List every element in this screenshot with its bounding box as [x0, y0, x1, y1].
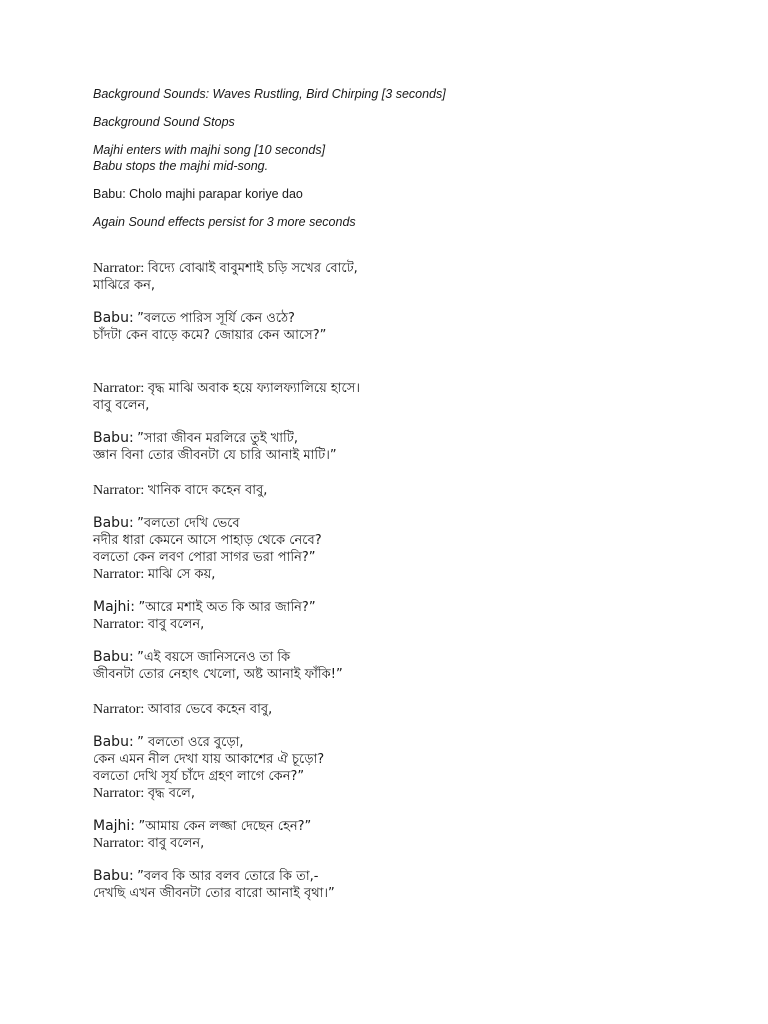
dialogue-text: ”আমায় কেন লজ্জা দেছেন হেন?” [138, 819, 312, 834]
speaker-label: Babu: [93, 868, 134, 884]
dialogue-block [93, 734, 733, 785]
dialogue-block [93, 649, 733, 683]
dialogue-text: নদীর ধারা কেমনে আসে পাহাড় থেকে নেবে? [93, 533, 322, 548]
dialogue-text: ”আরে মশাই অত কি আর জানি?” [138, 600, 316, 615]
dialogue-block [93, 785, 733, 802]
stage-directions [93, 86, 733, 230]
speaker-label: Majhi: [93, 599, 136, 615]
speaker-label: Babu: [93, 430, 134, 446]
dialogue-text: খানিক বাদে কহেন বাবু, [147, 483, 268, 498]
dialogue-line [93, 380, 733, 397]
dialogue-line [93, 885, 733, 902]
direction-majhi-enters: Majhi enters with majhi song [10 seconds] Babu stops the majhi mid-song. [93, 143, 326, 173]
dialogue-section [93, 260, 733, 902]
dialogue-line [93, 277, 733, 294]
dialogue-text: বৃদ্ধ মাঝি অবাক হয়ে ফ্যালফ্যালিয়ে হাসে। [147, 381, 360, 396]
direction-background-sounds: Background Sounds: Waves Rustling, Bird Chirping [3 seconds] [93, 87, 446, 101]
dialogue-text: বলতো দেখি সূর্য চাঁদে গ্রহণ লাগে কেন?” [93, 769, 305, 784]
dialogue-text: বলতো কেন লবণ পোরা সাগর ভরা পানি?” [93, 550, 316, 565]
speaker-label: Babu: [93, 649, 134, 665]
dialogue-text: বাবু বলেন, [93, 398, 150, 413]
dialogue-line [93, 310, 733, 327]
dialogue-line [93, 768, 733, 785]
dialogue-block [93, 260, 733, 294]
speaker-label: Babu: [93, 734, 134, 750]
speaker-label: Narrator: [93, 567, 145, 582]
dialogue-line [93, 616, 733, 633]
dialogue-block [93, 818, 733, 835]
dialogue-block [93, 515, 733, 566]
dialogue-line [93, 260, 733, 277]
dialogue-text: ”বলতে পারিস সূর্যি কেন ওঠে? [137, 311, 295, 326]
dialogue-line [93, 566, 733, 583]
dialogue-block [93, 616, 733, 633]
dialogue-line [93, 482, 733, 499]
dialogue-block [93, 868, 733, 902]
speaker-label: Narrator: [93, 702, 145, 717]
line-babu-cholo-majhi: Babu: Cholo majhi parapar koriye dao [93, 187, 303, 201]
dialogue-text: ”বলতো দেখি ভেবে [137, 516, 240, 531]
dialogue-line [93, 751, 733, 768]
dialogue-text: আবার ভেবে কহেন বাবু, [147, 702, 273, 717]
dialogue-text: বাবু বলেন, [147, 836, 205, 851]
dialogue-text: জীবনটা তোর নেহাৎ খেলো, অষ্ট আনাই ফাঁকি!” [93, 667, 343, 682]
speaker-label: Narrator: [93, 261, 145, 276]
dialogue-line [93, 701, 733, 718]
speaker-label: Narrator: [93, 381, 145, 396]
dialogue-line [93, 532, 733, 549]
direction-sound-effects-persist: Again Sound effects persist for 3 more seconds [93, 215, 356, 229]
dialogue-text: বিদ্যে বোঝাই বাবুমশাই চড়ি সখের বোটে, [147, 261, 358, 276]
speaker-label: Narrator: [93, 836, 145, 851]
dialogue-line [93, 515, 733, 532]
dialogue-line [93, 430, 733, 447]
dialogue-text: মাঝি সে কয়, [147, 567, 216, 582]
dialogue-block [93, 380, 733, 414]
direction-sound-stops: Background Sound Stops [93, 115, 235, 129]
dialogue-line [93, 666, 733, 683]
dialogue-block [93, 482, 733, 499]
dialogue-line [93, 785, 733, 802]
speaker-label: Narrator: [93, 617, 145, 632]
speaker-label: Babu: [93, 310, 134, 326]
dialogue-line [93, 447, 733, 464]
dialogue-text: ” বলতো ওরে বুড়ো, [137, 735, 244, 750]
dialogue-block [93, 599, 733, 616]
speaker-label: Narrator: [93, 483, 145, 498]
dialogue-block [93, 835, 733, 852]
dialogue-text: দেখছি এখন জীবনটা তোর বারো আনাই বৃথা।” [93, 886, 335, 901]
dialogue-line [93, 599, 733, 616]
dialogue-line [93, 327, 733, 344]
dialogue-block [93, 310, 733, 344]
script-page [93, 86, 733, 902]
dialogue-text: ”সারা জীবন মরলিরে তুই খাটি, [137, 431, 298, 446]
dialogue-line [93, 868, 733, 885]
dialogue-line [93, 818, 733, 835]
speaker-label: Babu: [93, 515, 134, 531]
dialogue-text: কেন এমন নীল দেখা যায় আকাশের ঐ চূড়ো? [93, 752, 325, 767]
dialogue-text: চাঁদটা কেন বাড়ে কমে? জোয়ার কেন আসে?” [93, 328, 327, 343]
dialogue-line [93, 397, 733, 414]
dialogue-line [93, 734, 733, 751]
dialogue-line [93, 835, 733, 852]
speaker-label: Narrator: [93, 786, 145, 801]
dialogue-text: বৃদ্ধ বলে, [147, 786, 195, 801]
dialogue-line [93, 649, 733, 666]
dialogue-text: বাবু বলেন, [147, 617, 205, 632]
dialogue-block [93, 701, 733, 718]
dialogue-block [93, 430, 733, 464]
dialogue-line [93, 549, 733, 566]
dialogue-block [93, 566, 733, 583]
dialogue-text: মাঝিরে কন, [93, 278, 156, 293]
dialogue-text: ”বলব কি আর বলব তোরে কি তা,- [137, 869, 319, 884]
dialogue-text: জ্ঞান বিনা তোর জীবনটা যে চারি আনাই মাটি।” [93, 448, 337, 463]
dialogue-text: ”এই বয়সে জানিসনেও তা কি [137, 650, 291, 665]
speaker-label: Majhi: [93, 818, 136, 834]
